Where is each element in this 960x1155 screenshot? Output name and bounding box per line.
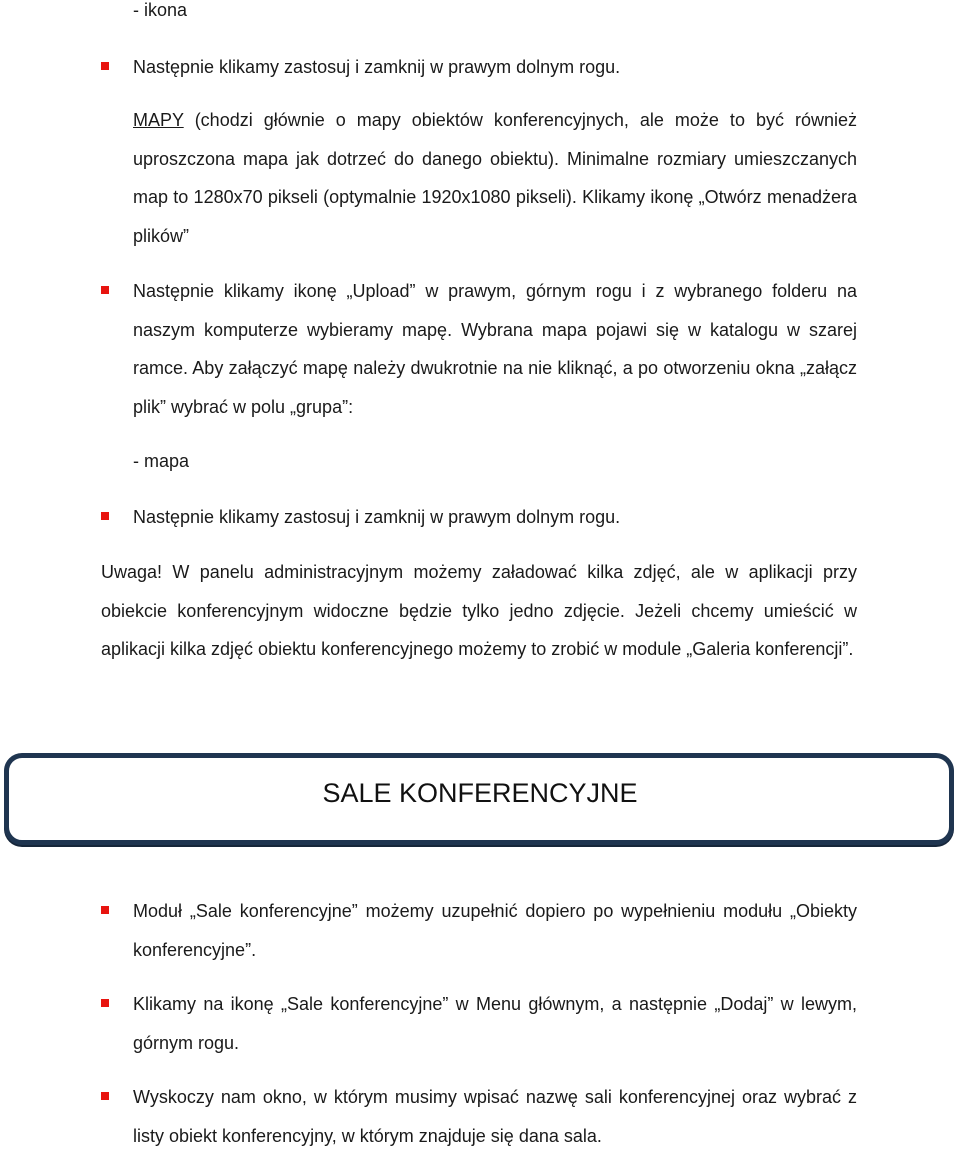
bullet-icon [101,906,109,914]
dash-item-mapa: - mapa [133,451,190,471]
paragraph-mapy [133,101,857,255]
mapy-text: (chodzi głównie o mapy obiektów konferencyjnych, ale może to być również uproszczona mapa jak dotrzeć do danego obiektu). Minimalne rozmiary umieszczanych map to 1280x70 pikseli (optymalnie 1920x1080 pikseli). Klikamy ikonę „Otwórz menadżera plików” [133,110,857,246]
bullet-icon [101,512,109,520]
paragraph-apply-close-2: Następnie klikamy zastosuj i zamknij w prawym dolnym rogu. [133,507,621,527]
paragraph-apply-close-1: Następnie klikamy zastosuj i zamknij w prawym dolnym rogu. [133,57,621,77]
section-paragraph-1: Moduł „Sale konferencyjne” możemy uzupełnić dopiero po wypełnieniu modułu „Obiekty konferencyjne”. [133,901,857,960]
section-paragraph-2: Klikamy na ikonę „Sale konferencyjne” w Menu głównym, a następnie „Dodaj” w lewym, górnym rogu. [133,994,857,1053]
bullet-icon [101,1092,109,1100]
section-title: SALE KONFERENCYJNE [322,778,638,808]
section-paragraph-3: Wyskoczy nam okno, w którym musimy wpisać nazwę sali konferencyjnej oraz wybrać z listy obiekt konferencyjny, w którym znajduje się dana sala. [133,1087,857,1146]
dash-item-ikona: - ikona [133,0,188,20]
paragraph-uwaga: Uwaga! W panelu administracyjnym możemy załadować kilka zdjęć, ale w aplikacji przy obiekcie konferencyjnym widoczne będzie tylko jedno zdjęcie. Jeżeli chcemy umieścić w aplikacji kilka zdjęć obiektu konferencyjnego możemy to zrobić w module „Galeria konferencji”. [101,562,857,659]
bullet-icon [101,62,109,70]
bullet-icon [101,286,109,294]
bullet-icon [101,999,109,1007]
mapy-label: MAPY [133,110,184,130]
paragraph-upload: Następnie klikamy ikonę „Upload” w prawym, górnym rogu i z wybranego folderu na naszym komputerze wybieramy mapę. Wybrana mapa pojawi się w katalogu w szarej ramce. Aby załączyć mapę należy dwukrotnie na nie kliknąć, a po otworzeniu okna „załącz plik” wybrać w polu „grupa”: [133,281,857,417]
